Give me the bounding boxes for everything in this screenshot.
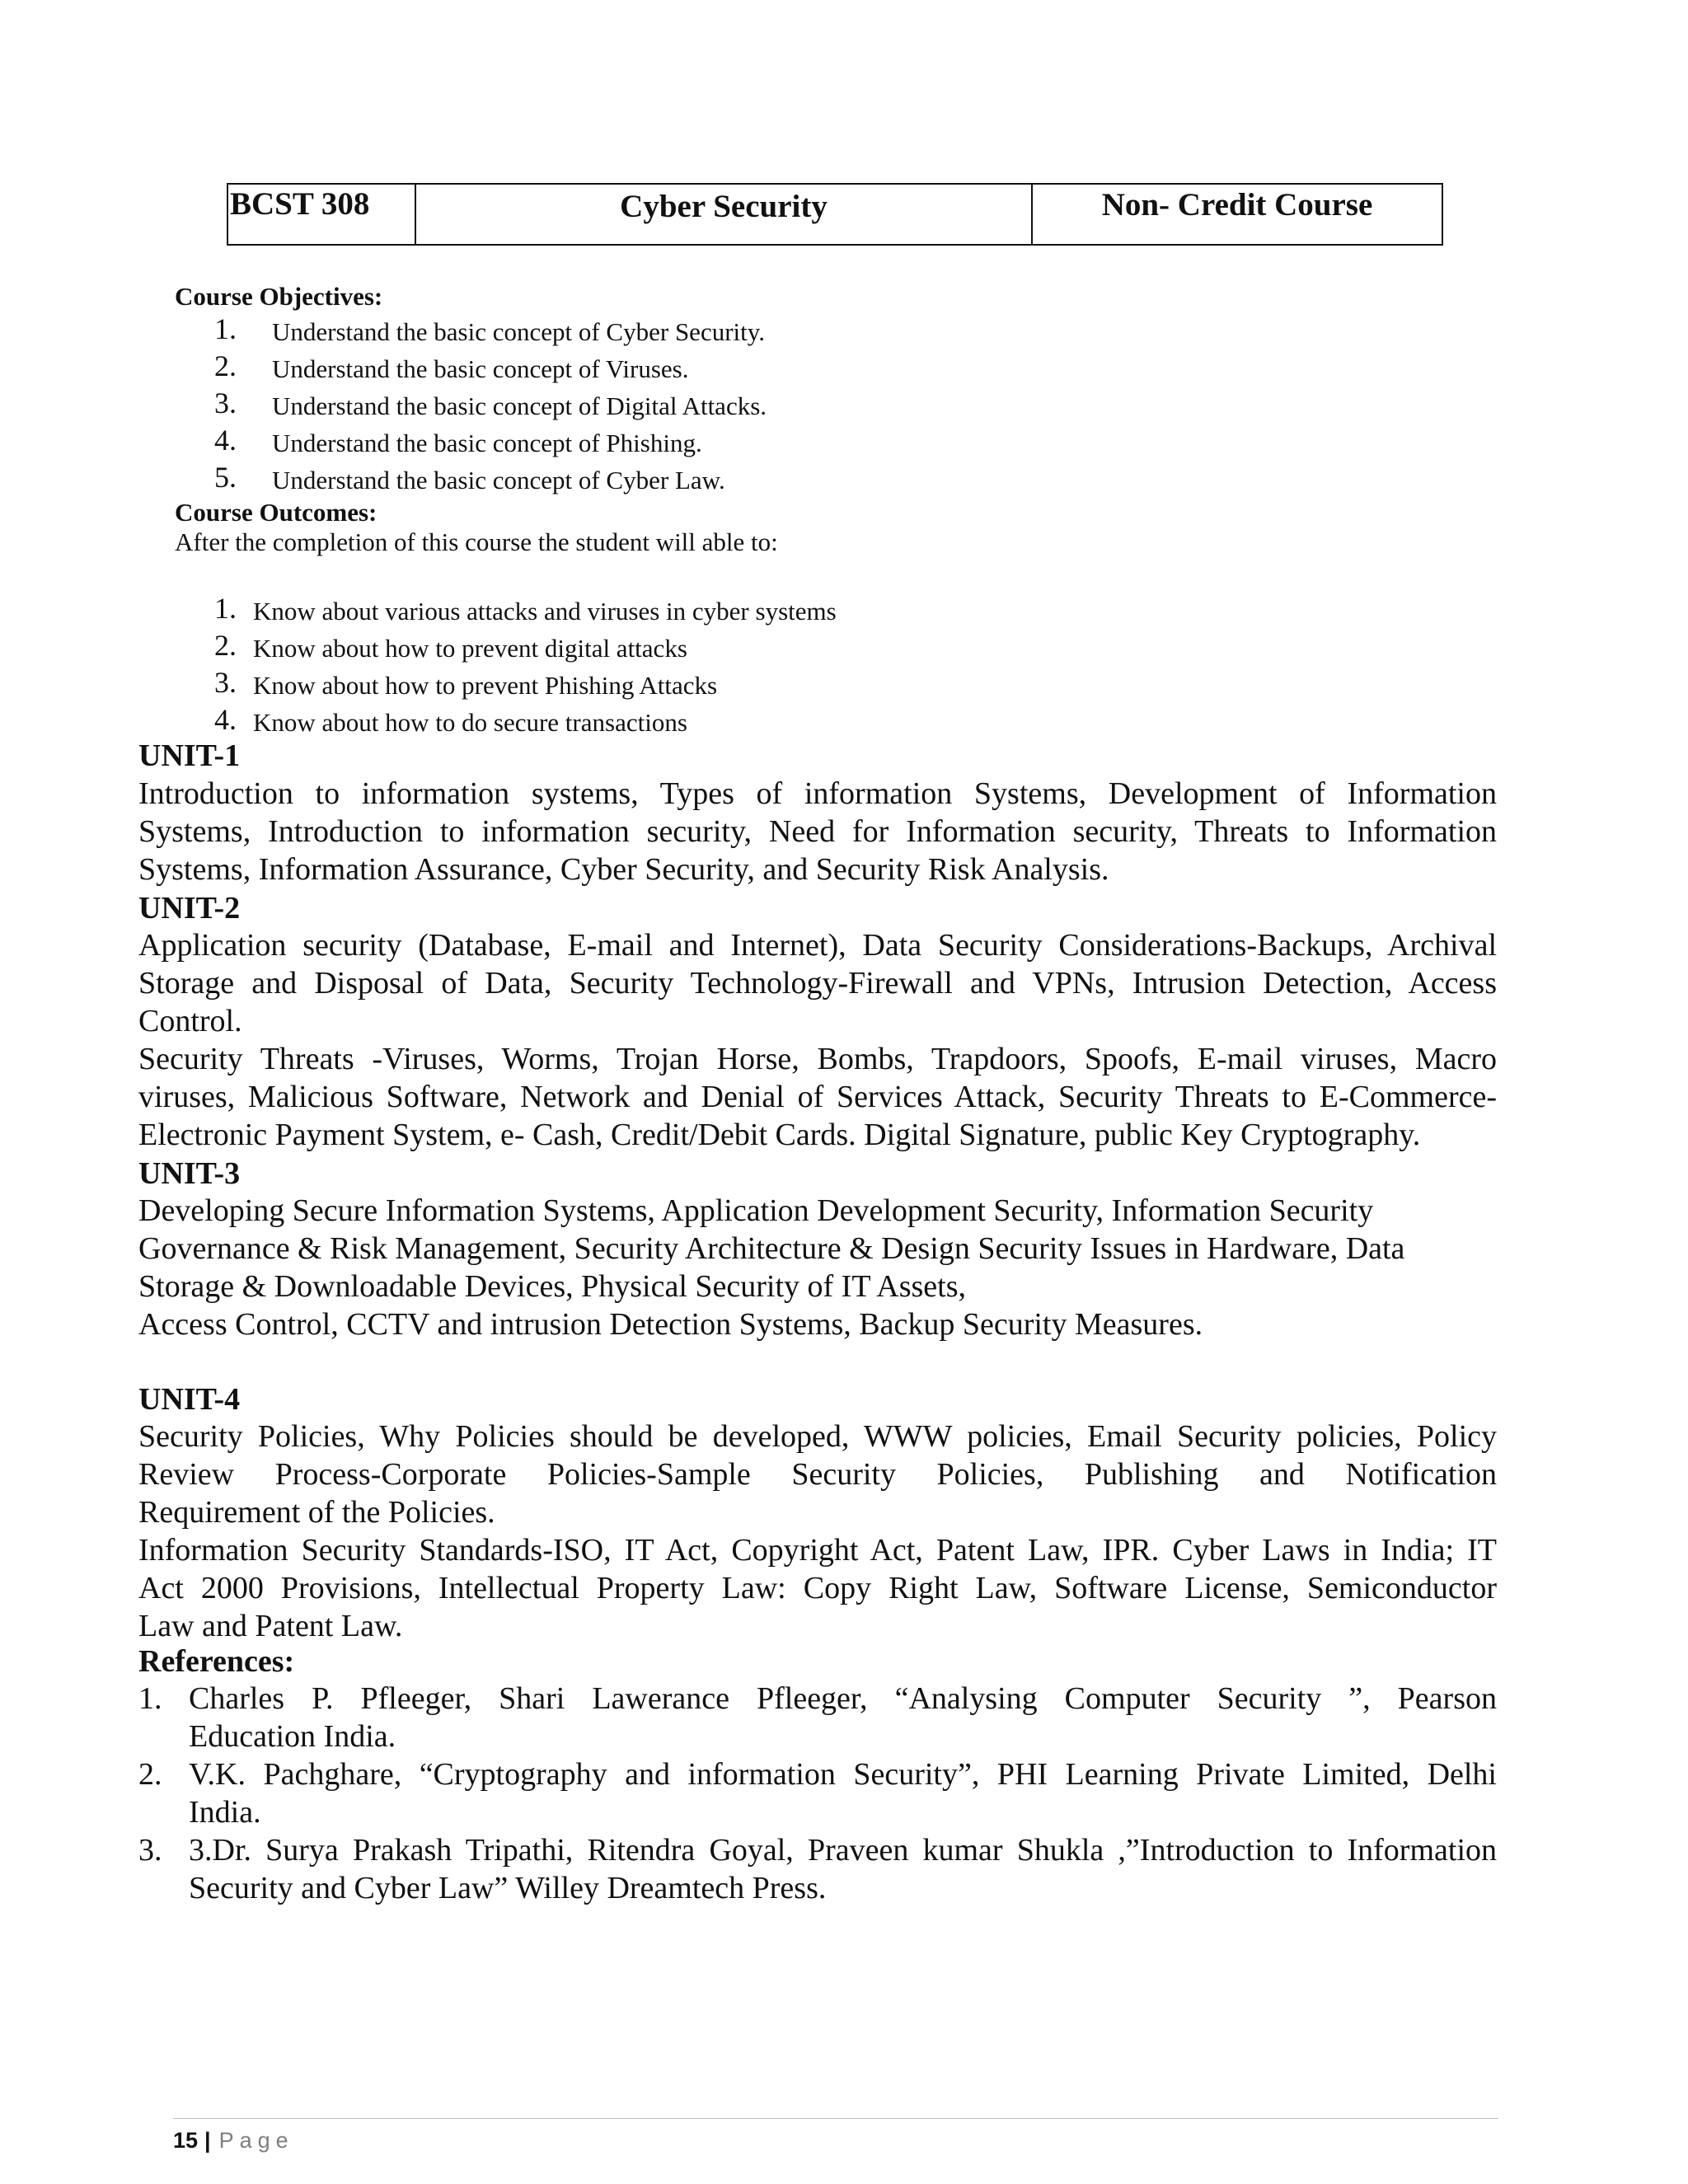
- unit-2-heading: UNIT-2: [138, 891, 241, 926]
- outcomes-heading: Course Outcomes:: [175, 498, 377, 527]
- unit-2-line: Control.: [138, 1004, 242, 1038]
- reference-line: Education India.: [189, 1719, 396, 1754]
- objective-item: Understand the basic concept of Viruses.: [272, 354, 689, 383]
- reference-item: [138, 1831, 1497, 1907]
- unit-2-line: Storage and Disposal of Data, Security Technology-Firewall and VPNs, Intrusion Detection, Access: [138, 966, 1497, 1001]
- objective-item: Understand the basic concept of Digital Attacks.: [272, 391, 767, 420]
- reference-line: 3.Dr. Surya Prakash Tripathi, Ritendra Goyal, Praveen kumar Shukla ,”Introduction to Information: [189, 1833, 1497, 1868]
- unit-2-line: Application security (Database, E-mail and Internet), Data Security Considerations-Backups, Archival: [138, 928, 1497, 963]
- unit-3-line: Storage & Downloadable Devices, Physical Security of IT Assets,: [138, 1269, 966, 1304]
- unit-2-body: [138, 926, 1497, 1154]
- outcome-item: Know about various attacks and viruses in cyber systems: [253, 597, 837, 626]
- unit-4-line: Security Policies, Why Policies should be developed, WWW policies, Email Security policies, Policy: [138, 1419, 1497, 1454]
- unit-4-line: Review Process-Corporate Policies-Sample Security Policies, Publishing and Notification: [138, 1457, 1497, 1492]
- unit-3-body: [138, 1192, 1497, 1343]
- reference-number: 2.: [138, 1757, 162, 1792]
- unit-4-line: Requirement of the Policies.: [138, 1495, 495, 1530]
- reference-line: India.: [189, 1795, 261, 1830]
- course-title: Cyber Security: [416, 185, 1033, 244]
- reference-item: [138, 1755, 1497, 1831]
- outcome-number: 4.: [214, 703, 237, 736]
- unit-1-body: [138, 775, 1497, 888]
- unit-4-line: Act 2000 Provisions, Intellectual Property Law: Copy Right Law, Software License, Semiconductor: [138, 1571, 1497, 1605]
- objective-number: 4.: [214, 424, 237, 457]
- outcome-number: 1.: [214, 592, 237, 625]
- objective-item: Understand the basic concept of Cyber Security.: [272, 317, 765, 346]
- outcome-number: 3.: [214, 666, 237, 699]
- unit-3-line: Governance & Risk Management, Security Architecture & Design Security Issues in Hardware, Data: [138, 1231, 1405, 1266]
- reference-item: [138, 1680, 1497, 1755]
- unit-1-line: Introduction to information systems, Types of information Systems, Development of Information: [138, 776, 1497, 811]
- unit-2-line: viruses, Malicious Software, Network and Denial of Services Attack, Security Threats to E-Commerce-: [138, 1080, 1497, 1114]
- reference-line: V.K. Pachghare, “Cryptography and information Security”, PHI Learning Private Limited, Delhi: [189, 1757, 1497, 1792]
- course-code: BCST 308: [228, 185, 416, 244]
- unit-1-heading: UNIT-1: [138, 738, 241, 773]
- course-header-table: [227, 183, 1443, 246]
- outcome-item: Know about how to do secure transactions: [253, 708, 687, 737]
- page-footer: [173, 2128, 294, 2154]
- objective-number: 2.: [214, 349, 237, 382]
- unit-3-line: Access Control, CCTV and intrusion Detection Systems, Backup Security Measures.: [138, 1307, 1203, 1342]
- footer-separator: |: [204, 2128, 211, 2153]
- reference-number: 1.: [138, 1681, 162, 1716]
- objective-number: 1.: [214, 312, 237, 345]
- reference-line: Charles P. Pfleeger, Shari Lawerance Pfleeger, “Analysing Computer Security ”, Pearson: [189, 1681, 1497, 1716]
- objective-number: 3.: [214, 387, 237, 419]
- unit-4-body: [138, 1418, 1497, 1645]
- reference-line: Security and Cyber Law” Willey Dreamtech Press.: [189, 1871, 827, 1905]
- unit-1-line: Systems, Introduction to information security, Need for Information security, Threats to Information: [138, 814, 1497, 849]
- outcome-number: 2.: [214, 629, 237, 662]
- unit-4-heading: UNIT-4: [138, 1382, 241, 1417]
- references-heading: References:: [138, 1644, 295, 1679]
- footer-divider: [173, 2118, 1498, 2119]
- unit-3-heading: UNIT-3: [138, 1156, 241, 1191]
- reference-number: 3.: [138, 1833, 162, 1868]
- objectives-heading: Course Objectives:: [175, 282, 383, 311]
- unit-2-line: Security Threats -Viruses, Worms, Trojan Horse, Bombs, Trapdoors, Spoofs, E-mail viruses, Macro: [138, 1042, 1497, 1076]
- outcome-item: Know about how to prevent digital attacks: [253, 634, 687, 663]
- references-list: [138, 1680, 1497, 1907]
- unit-2-line: Electronic Payment System, e- Cash, Credit/Debit Cards. Digital Signature, public Key Cryptography.: [138, 1118, 1421, 1152]
- unit-1-line: Systems, Information Assurance, Cyber Security, and Security Risk Analysis.: [138, 852, 1109, 887]
- page-number: 15: [173, 2128, 199, 2153]
- unit-4-line: Information Security Standards-ISO, IT Act, Copyright Act, Patent Law, IPR. Cyber Laws in India; IT: [138, 1533, 1497, 1568]
- outcomes-intro: After the completion of this course the student will able to:: [175, 527, 778, 556]
- page-label: Page: [218, 2128, 294, 2153]
- course-credit: Non- Credit Course: [1101, 187, 1373, 223]
- unit-3-line: Developing Secure Information Systems, Application Development Security, Information Security: [138, 1193, 1374, 1228]
- objective-number: 5.: [214, 461, 237, 494]
- unit-4-line: Law and Patent Law.: [138, 1609, 403, 1643]
- objective-item: Understand the basic concept of Cyber Law.: [272, 466, 725, 494]
- objective-item: Understand the basic concept of Phishing.: [272, 429, 702, 457]
- outcome-item: Know about how to prevent Phishing Attacks: [253, 671, 718, 700]
